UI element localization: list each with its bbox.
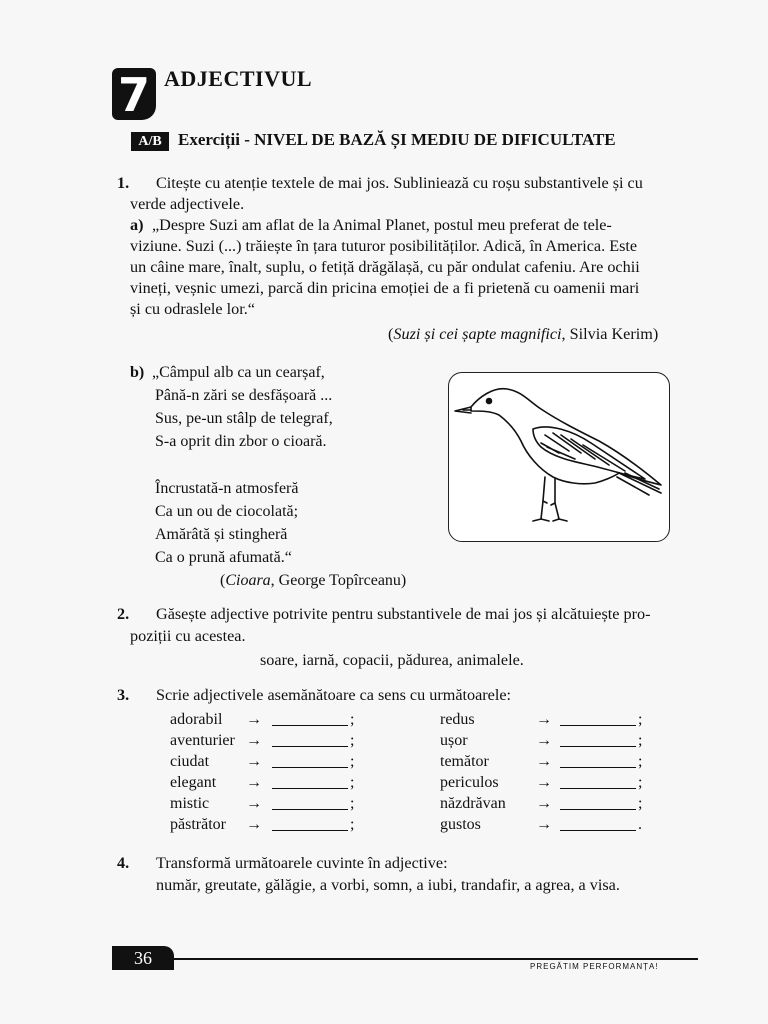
arrow-icon: → — [536, 732, 552, 749]
poem-line: S-a oprit din zbor o cioară. — [155, 433, 327, 450]
chapter-number: 7 — [112, 68, 156, 120]
source-open: ( — [220, 572, 226, 589]
answer-blank[interactable] — [560, 753, 636, 768]
row-end: . — [638, 816, 642, 833]
crow-illustration-frame — [448, 372, 670, 542]
poem-line: Ca un ou de ciocolată; — [155, 503, 299, 520]
row-end: ; — [350, 732, 355, 749]
row-end: ; — [638, 753, 643, 770]
ex2-number: 2. — [117, 605, 130, 623]
ex1-number: 1. — [117, 174, 130, 192]
arrow-icon: → — [536, 795, 552, 812]
synonym-row — [170, 772, 690, 793]
row-end: ; — [350, 711, 355, 728]
source-word: redus — [440, 711, 475, 728]
arrow-icon: → — [246, 795, 262, 812]
ex4-instruction: Transformă următoarele cuvinte în adjective: — [156, 854, 448, 872]
answer-blank[interactable] — [272, 753, 348, 768]
ex2-instruction-line2: poziții cu acestea. — [130, 627, 246, 645]
row-end: ; — [350, 816, 355, 833]
synonym-row — [170, 709, 690, 730]
footer-series-title: PREGĂTIM PERFORMANȚA! — [530, 962, 659, 971]
answer-blank[interactable] — [560, 711, 636, 726]
arrow-icon: → — [536, 774, 552, 791]
arrow-icon: → — [536, 816, 552, 833]
answer-blank[interactable] — [560, 774, 636, 789]
arrow-icon: → — [246, 816, 262, 833]
page-number: 36 — [112, 946, 174, 970]
source-title: Suzi și cei șapte magnifici — [393, 325, 562, 343]
answer-blank[interactable] — [272, 816, 348, 831]
section-title: Exerciții - NIVEL DE BAZĂ ȘI MEDIU DE DIFICULTATE — [178, 130, 616, 149]
synonym-row — [170, 814, 690, 835]
crow-icon — [449, 373, 669, 541]
ex1-b-label: b) — [130, 364, 145, 381]
source-word: gustos — [440, 816, 481, 833]
answer-blank[interactable] — [272, 795, 348, 810]
poem-line: Încrustată-n atmosferă — [155, 480, 299, 497]
source-word: mistic — [170, 795, 210, 812]
source-word: elegant — [170, 774, 217, 791]
synonym-row — [170, 751, 690, 772]
footer-divider — [174, 958, 698, 960]
ex3-instruction: Scrie adjectivele asemănătoare ca sens cu următoarele: — [156, 686, 512, 704]
source-title: Cioara — [225, 572, 271, 589]
synonym-row — [170, 730, 690, 751]
row-end: ; — [638, 711, 643, 728]
row-end: ; — [350, 753, 355, 770]
row-end: ; — [350, 795, 355, 812]
ex4-number: 4. — [117, 854, 130, 872]
poem-line: Până-n zări se desfășoară ... — [155, 387, 333, 404]
arrow-icon: → — [536, 753, 552, 770]
chapter-title: ADJECTIVUL — [164, 66, 313, 91]
ex3-number: 3. — [117, 686, 130, 704]
synonym-row — [170, 793, 690, 814]
answer-blank[interactable] — [560, 816, 636, 831]
level-badge: A/B — [131, 132, 169, 151]
ex1-a-line: vineți, veșnic umezi, parcă din pricina emoției de a fi prietenă cu oamenii mari — [130, 279, 640, 297]
ex1-a-line: viziune. Suzi (...) trăiește în țara tuturor posibilităților. Adică, în America. Este — [130, 237, 638, 255]
ex1-a-label: a) — [130, 216, 144, 234]
source-word: temător — [440, 753, 489, 770]
ex2-instruction-line1: Găsește adjective potrivite pentru substantivele de mai jos și alcătuiește pro- — [156, 605, 651, 623]
ex1-a-line: un câine mare, înalt, suplu, o fetiță drăgălașă, cu păr ondulat cafeniu. Are ochii — [130, 258, 640, 276]
ex1-a-line: „Despre Suzi am aflat de la Animal Planet, postul meu preferat de tele- — [152, 216, 612, 234]
source-open: ( — [388, 325, 394, 343]
source-word: adorabil — [170, 711, 223, 728]
source-word: ciudat — [170, 753, 210, 770]
ex4-words: număr, greutate, gălăgie, a vorbi, somn, a iubi, trandafir, a agrea, a visa. — [156, 876, 620, 894]
source-word: ușor — [440, 732, 468, 749]
source-author: , Silvia Kerim) — [561, 325, 659, 343]
ex1-instruction-line2: verde adjectivele. — [130, 195, 245, 213]
ex2-words: soare, iarnă, copacii, pădurea, animalele. — [260, 651, 524, 669]
answer-blank[interactable] — [272, 774, 348, 789]
answer-blank[interactable] — [560, 795, 636, 810]
ex1-instruction-line1: Citește cu atenție textele de mai jos. Subliniează cu roșu substantivele și cu — [156, 174, 643, 192]
ex1-a-line: și cu odraslele lor.“ — [130, 300, 255, 318]
source-author: , George Topîrceanu) — [270, 572, 407, 589]
row-end: ; — [638, 732, 643, 749]
row-end: ; — [350, 774, 355, 791]
row-end: ; — [638, 795, 643, 812]
source-word: năzdrăvan — [440, 795, 506, 812]
answer-blank[interactable] — [272, 711, 348, 726]
arrow-icon: → — [246, 732, 262, 749]
arrow-icon: → — [246, 774, 262, 791]
poem-line: „Câmpul alb ca un cearșaf, — [152, 364, 325, 381]
synonym-grid — [170, 709, 690, 835]
poem-line: Amărâtă și stingheră — [155, 526, 288, 543]
source-word: periculos — [440, 774, 499, 791]
arrow-icon: → — [536, 711, 552, 728]
answer-blank[interactable] — [560, 732, 636, 747]
source-word: aventurier — [170, 732, 235, 749]
row-end: ; — [638, 774, 643, 791]
arrow-icon: → — [246, 711, 262, 728]
ex1-b-source — [220, 570, 406, 591]
source-word: păstrător — [170, 816, 226, 833]
poem-line: Sus, pe-un stâlp de telegraf, — [155, 410, 333, 427]
arrow-icon: → — [246, 753, 262, 770]
answer-blank[interactable] — [272, 732, 348, 747]
ex1-a-source — [388, 324, 658, 345]
poem-line: Ca o prună afumată.“ — [155, 549, 292, 566]
